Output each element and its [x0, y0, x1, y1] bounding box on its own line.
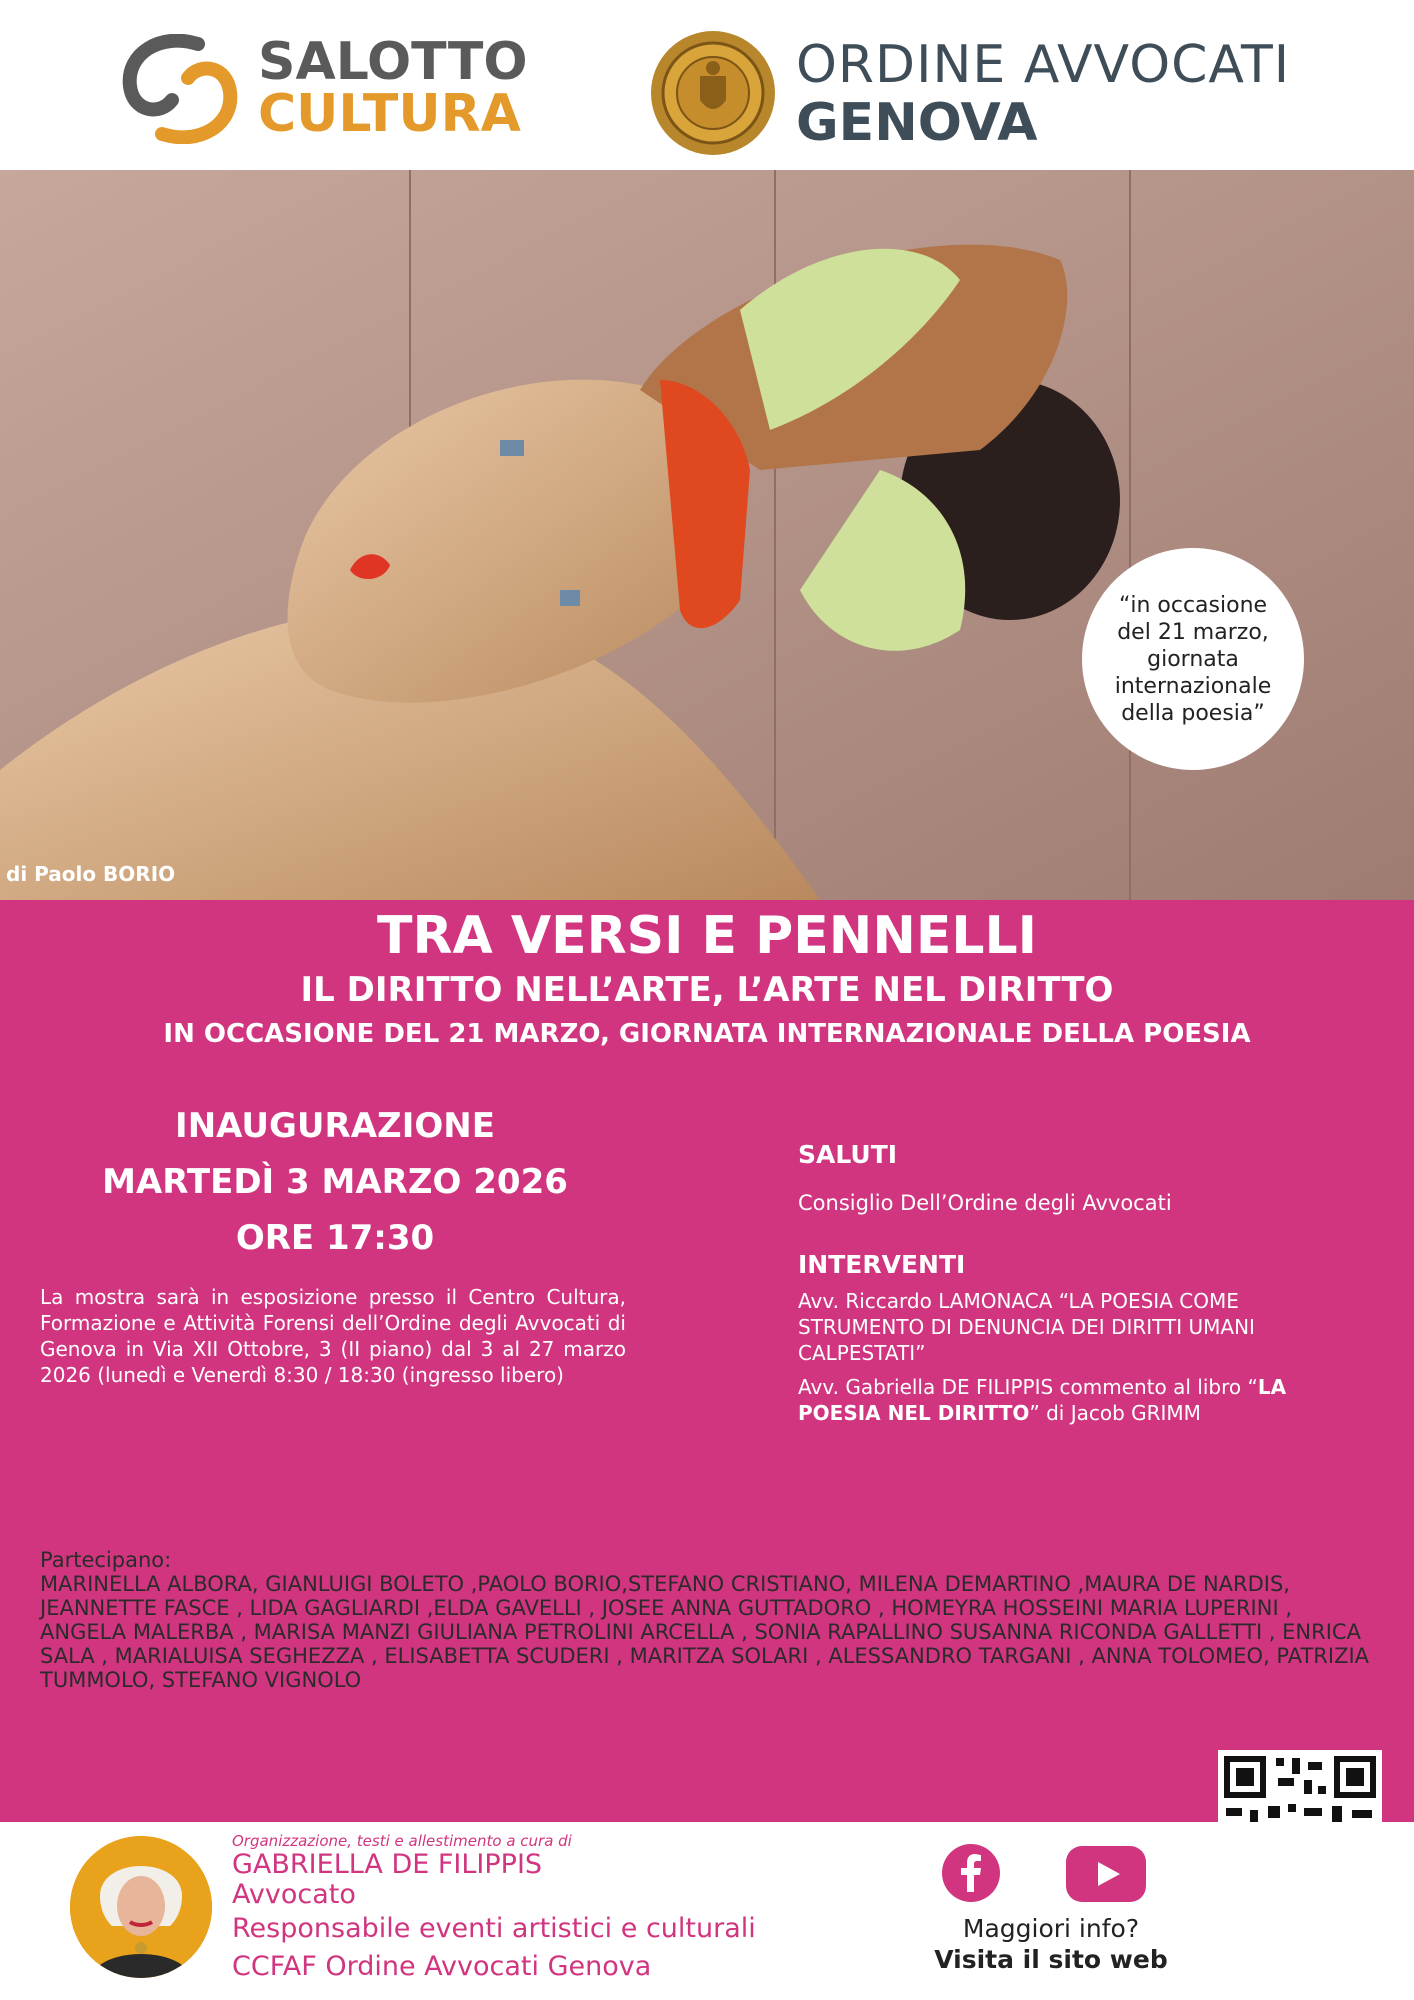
organizer-name: GABRIELLA DE FILIPPIS — [232, 1849, 543, 1880]
exhibition-description: La mostra sarà in esposizione presso il Centro Cultura, Formazione e Attività Forensi dell’Ordine degli Avvocati di Genova in Via XII Ottobre, 3 (II piano) dal 3 al 27 marzo 2026 (lunedì e Venerdì 8:30 / 18:30 (ingresso libero) — [40, 1285, 626, 1387]
program-column — [798, 1140, 1358, 1426]
more-info — [920, 1914, 1182, 1976]
organizer-role: Avvocato — [232, 1879, 356, 1910]
event-title: TRA VERSI E PENNELLI — [376, 906, 1037, 966]
ordine-avvocati-logo — [648, 28, 1348, 158]
header — [0, 0, 1414, 170]
organizer-portrait — [70, 1836, 212, 1978]
inauguration-time: ORE 17:30 — [235, 1218, 435, 1258]
intervento-2 — [798, 1374, 1358, 1426]
social-links — [940, 1840, 1162, 1910]
interventi-title: INTERVENTI — [798, 1250, 966, 1279]
event-band — [0, 900, 1414, 1822]
participants-block — [40, 1548, 1370, 1692]
facebook-icon[interactable] — [942, 1844, 1000, 1902]
organizer-info — [232, 1832, 756, 1986]
intervento-2-post: ” di Jacob GRIMM — [1029, 1401, 1201, 1425]
salotto-wordmark — [258, 32, 528, 144]
event-subtitle: IL DIRITTO NELL’ARTE, L’ARTE NEL DIRITTO — [300, 970, 1114, 1010]
ordine-line2: GENOVA — [796, 93, 1038, 153]
inauguration-label: INAUGURAZIONE — [175, 1106, 495, 1146]
footer — [0, 1822, 1414, 2000]
ordine-line1: ORDINE AVVOCATI — [796, 35, 1291, 95]
ordine-wordmark — [796, 36, 1290, 152]
quote-bubble-text: “in occasione del 21 marzo, giornata internazionale della poesia” — [1114, 592, 1272, 726]
saluti-text: Consiglio Dell’Ordine degli Avvocati — [798, 1191, 1172, 1215]
quote-bubble — [1082, 548, 1304, 770]
intervento-2-book: LA POESIA NEL DIRITTO — [798, 1375, 1287, 1425]
organizer-position: Responsabile eventi artistici e culturali — [232, 1913, 756, 1944]
more-info-question: Maggiori info? — [962, 1914, 1140, 1943]
salotto-line1: SALOTTO — [258, 32, 528, 92]
photo-credit: di Paolo BORIO — [6, 862, 176, 886]
visit-website-link[interactable]: Visita il sito web — [934, 1945, 1168, 1974]
organizer-department: CCFAF Ordine Avvocati Genova — [232, 1951, 652, 1982]
ordine-seal-icon — [648, 28, 778, 158]
organizer-avatar — [70, 1836, 212, 1978]
inauguration-block — [60, 1098, 610, 1266]
intervento-2-pre: Avv. Gabriella DE FILIPPIS commento al libro “ — [798, 1375, 1258, 1399]
sculpture-photo — [0, 170, 1414, 900]
event-occasion: IN OCCASIONE DEL 21 MARZO, GIORNATA INTERNAZIONALE DELLA POESIA — [163, 1019, 1251, 1049]
sculpture-illustration — [0, 170, 1414, 900]
salotto-cultura-logo — [120, 30, 540, 150]
youtube-icon[interactable] — [1066, 1846, 1146, 1902]
inauguration-date: MARTEDÌ 3 MARZO 2026 — [102, 1162, 568, 1202]
salotto-swirl-icon — [120, 34, 240, 144]
saluti-title: SALUTI — [798, 1140, 898, 1169]
intervento-1: Avv. Riccardo LAMONACA “LA POESIA COME STRUMENTO DI DENUNCIA DEI DIRITTI UMANI CALPESTATI” — [798, 1289, 1255, 1365]
organizer-caption: Organizzazione, testi e allestimento a cura di — [232, 1832, 572, 1850]
salotto-line2: CULTURA — [258, 84, 521, 144]
participants-label: Partecipano: — [40, 1548, 172, 1572]
participants-names: MARINELLA ALBORA, GIANLUIGI BOLETO ,PAOLO BORIO,STEFANO CRISTIANO, MILENA DEMARTINO ,MAURA DE NARDIS, JEANNETTE FASCE , LIDA GAGLIARDI ,ELDA GAVELLI , JOSEE ANNA GUTTADORO , HOMEYRA HOSSEINI MARIA LUPERINI , ANGELA MALERBA , MARISA MANZI GIULIANA PETROLINI ARCELLA , SONIA RAPALLINO SUSANNA RICONDA GALLETTI , ENRICA SALA , MARIALUISA SEGHEZZA , ELISABETTA SCUDERI , MARITZA SOLARI , ALESSANDRO TARGANI , ANNA TOLOMEO, PATRIZIA TUMMOLO, STEFANO VIGNOLO — [40, 1572, 1370, 1692]
